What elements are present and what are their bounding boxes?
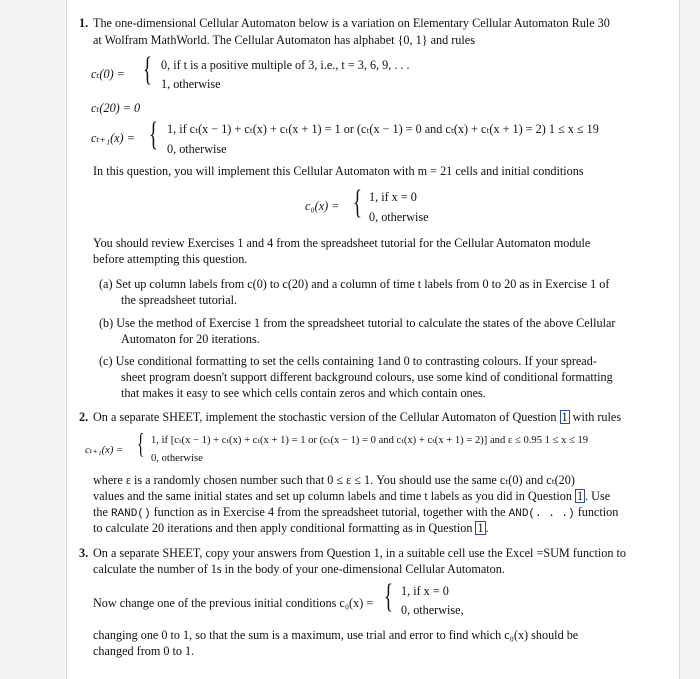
q2-rule-case1: 1, if [cₜ(x − 1) + cₜ(x) + cₜ(x + 1) = 1 or (cₜ(x − 1) = 0 and cₜ(x) + cₜ(x + 1) = 2)] and ε ≤ 0.95 1 ≤ x ≤ 19 — [151, 435, 589, 446]
q1-rule-c-brace: { — [149, 116, 158, 153]
q3-init-brace: { — [384, 578, 393, 615]
q2-rand-function: RAND() — [110, 508, 151, 520]
q3-case2: 0, otherwise, — [401, 603, 464, 617]
q1-part-c-line3: that makes it easy to see which cells contain zeros and which contain ones. — [121, 386, 486, 400]
q1-review-line1: You should review Exercises 1 and 4 from the spreadsheet tutorial for the Cellular Automaton module — [93, 236, 591, 250]
q2-para-line2 — [93, 489, 610, 504]
q1-cells-line: In this question, you will implement this Cellular Automaton with m = 21 cells and initial conditions — [93, 164, 584, 178]
q1-review-line2: before attempting this question. — [93, 252, 248, 266]
q1-rule-c-case1: 1, if cₜ(x − 1) + cₜ(x) + cₜ(x + 1) = 1 or (cₜ(x − 1) = 0 and cₜ(x) + cₜ(x + 1) = 2) 1 ≤ x ≤ 19 — [167, 122, 599, 136]
q3-change-line: Now change one of the previous initial conditions c₀(x) = — [93, 596, 374, 610]
q3-line2: calculate the number of 1s in the body of your one-dimensional Cellular Automaton. — [93, 562, 505, 576]
q1-part-a-line1: (a) Set up column labels from c(0) to c(20) and a column of time t labels from 0 to 20 as in Exercise 1 of — [99, 277, 610, 291]
q1-init-lhs: c₀(x) = — [305, 199, 340, 213]
q1-rule-b: cₜ(20) = 0 — [91, 101, 141, 115]
q1-rule-a-lhs: cₜ(0) = — [91, 67, 125, 81]
q3-line1: On a separate SHEET, copy your answers from Question 1, in a suitable cell use the Excel =SUM function to — [93, 546, 626, 560]
q1-rule-a-brace: { — [143, 51, 152, 88]
q2-question-ref-link[interactable]: 1 — [561, 410, 568, 424]
q2-para-line3 — [93, 505, 618, 522]
q1-init-brace: { — [353, 184, 362, 221]
q1-part-a-line2: the spreadsheet tutorial. — [121, 293, 238, 307]
q1-rule-c-case2: 0, otherwise — [167, 142, 227, 156]
q1-init-case1: 1, if x = 0 — [369, 190, 417, 204]
q1-init-case2: 0, otherwise — [369, 210, 429, 224]
q1-intro-line2: at Wolfram MathWorld. The Cellular Automaton has alphabet {0, 1} and rules — [93, 33, 475, 47]
q2-para-line3-the: the — [93, 505, 108, 519]
q1-intro-line1: The one-dimensional Cellular Automaton below is a variation on Elementary Cellular Automaton Rule 30 — [93, 16, 610, 30]
q2-line1-pre: On a separate SHEET, implement the stochastic version of the Cellular Automaton of Question — [93, 410, 557, 424]
q3-number: 3. — [79, 546, 89, 560]
q2-line1-post: with rules — [572, 410, 622, 424]
q2-para-line4-text: to calculate 20 iterations and then apply conditional formatting as in Question — [93, 521, 473, 535]
q1-part-c-line1: (c) Use conditional formatting to set the cells containing 1and 0 to contrasting colours. If your spread- — [99, 354, 597, 368]
q3-end-line1: changing one 0 to 1, so that the sum is a maximum, use trial and error to find which c₀(x) should be — [93, 628, 579, 642]
q2-para-line4-end: . — [485, 521, 489, 535]
q1-part-b-line1: (b) Use the method of Exercise 1 from the spreadsheet tutorial to calculate the states of the above Cellular — [99, 316, 616, 330]
q2-number: 2. — [79, 410, 89, 424]
q2-para-line3-end: function — [577, 505, 619, 519]
q1-number: 1. — [79, 16, 89, 30]
q1-part-b-line2: Automaton for 20 iterations. — [121, 332, 260, 346]
q2-para-line2-text: values and the same initial states and set up column labels and time t labels as you did in Question — [93, 489, 572, 503]
q1-rule-a-case2: 1, otherwise — [161, 77, 221, 91]
document-page — [66, 0, 680, 679]
q1-part-c-line2: sheet program doesn't support different background colours, use some kind of conditional formatting — [121, 370, 613, 384]
q2-rule-brace: { — [137, 429, 145, 460]
q2-rule-case2: 0, otherwise — [151, 453, 203, 464]
q3-case1: 1, if x = 0 — [401, 584, 449, 598]
q3-end-line2: changed from 0 to 1. — [93, 644, 195, 658]
q2-para-line1: where ε is a randomly chosen number such that 0 ≤ ε ≤ 1. You should use the same cₜ(0) and cₜ(20) — [93, 473, 575, 487]
q2-para-line4 — [93, 521, 489, 536]
q2-para-line2-end: . Use — [585, 489, 611, 503]
q2-para-line3-mid: function as in Exercise 4 from the spreadsheet tutorial, together with the — [153, 505, 506, 519]
q2-question-ref-link-2[interactable]: 1 — [576, 489, 584, 503]
q1-rule-a-case1: 0, if t is a positive multiple of 3, i.e., t = 3, 6, 9, . . . — [161, 58, 410, 72]
q2-line1 — [93, 410, 621, 425]
q2-question-ref-link-3[interactable]: 1 — [477, 521, 484, 535]
q1-rule-c-lhs: cₜ₊₁(x) = — [91, 131, 135, 145]
q2-rule-lhs: cₜ₊₁(x) = — [85, 445, 124, 456]
q2-and-function: AND(. . .) — [508, 508, 575, 520]
